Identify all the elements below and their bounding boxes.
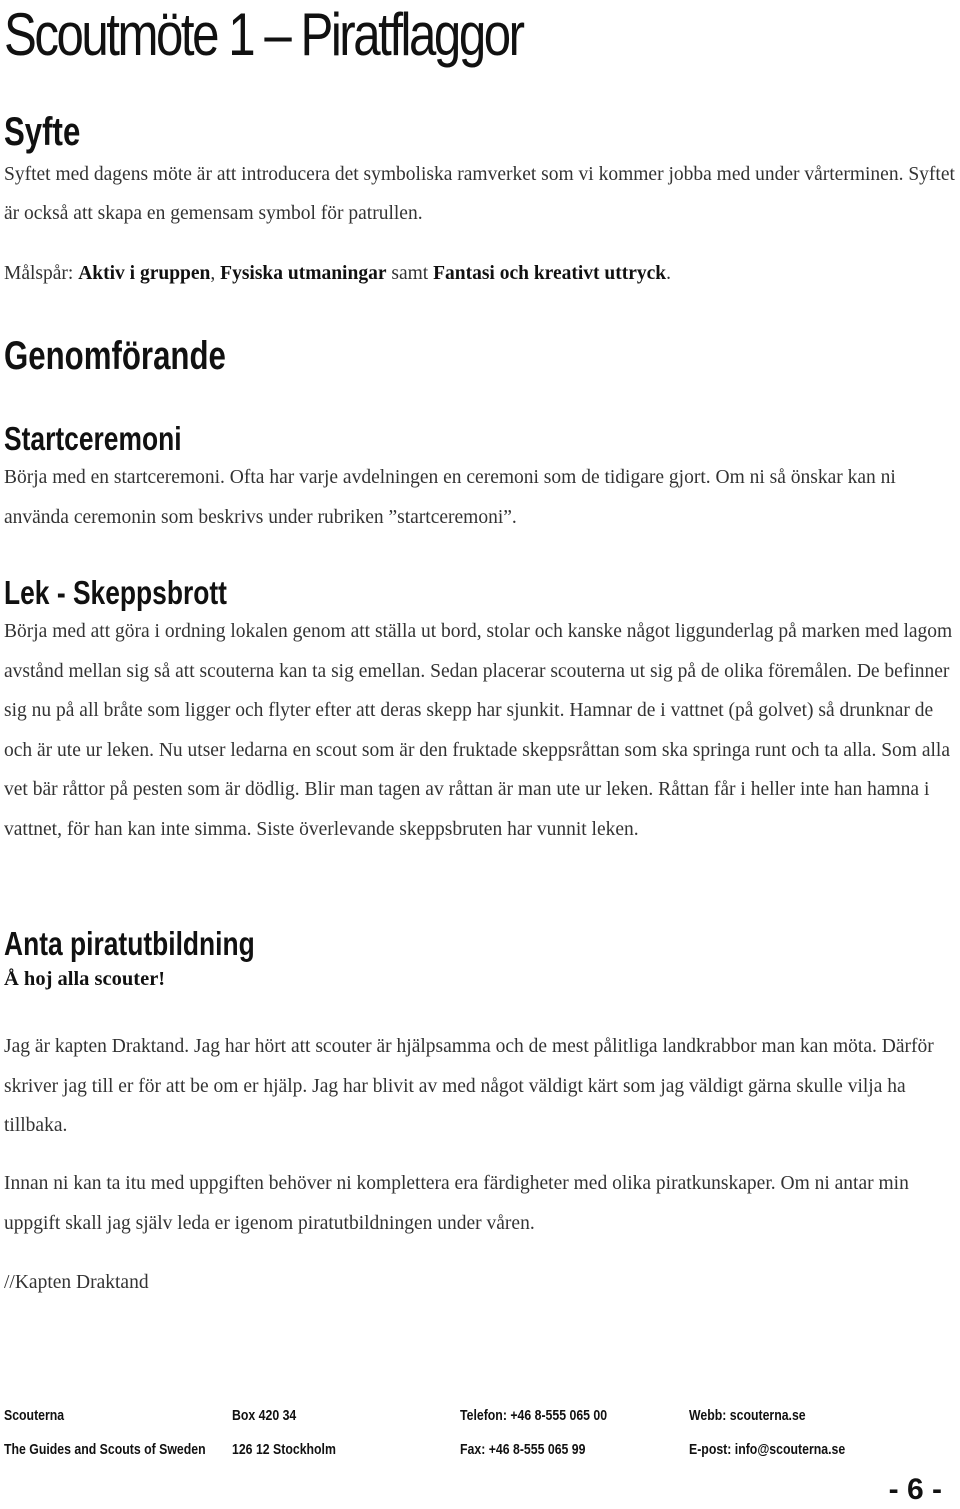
- heading-lek: Lek - Skeppsbrott: [4, 574, 227, 611]
- signature: //Kapten Draktand: [4, 1272, 149, 1293]
- footer-web[interactable]: Webb: scouterna.se: [689, 1407, 806, 1424]
- malspar-end: .: [666, 263, 672, 284]
- lek-section: [4, 612, 959, 849]
- heading-anta: Anta piratutbildning: [4, 925, 255, 962]
- malspar-aktiv: Aktiv i gruppen: [78, 263, 211, 284]
- anta-para2-block: [4, 1164, 959, 1243]
- lek-text: Börja med att göra i ordning lokalen genom att ställa ut bord, stolar och kanske något liggunderlag på marken med lagom avstånd mellan sig så att scouterna kan ta sig emellan. Sedan placerar scouterna ut sig på de olika föremålen. De befinner sig nu på all bråte som ligger och flyter efter att deras skepp har sjunkit. Hamnar de i vattnet (på golvet) så drunknar de och är ute ur leken. Nu utser ledarna en scout som är den fruktade skeppsråttan som ska springa runt och ta alla. Som alla vet bär råttor på pesten som är dödlig. Blir man tagen av råttan är man ute ur leken. Råttan får i heller inte han hamna i vattnet, för han kan inte simma. Siste överlevande skeppsbruten har vunnit leken.: [4, 621, 953, 840]
- anta-greeting-block: [4, 968, 959, 991]
- footer-org: Scouterna: [4, 1407, 65, 1424]
- footer-box: Box 420 34: [232, 1407, 297, 1424]
- malspar-prefix: Målspår:: [4, 263, 79, 284]
- malspar-separator-2: samt: [386, 263, 434, 284]
- malspar-line: [4, 254, 959, 293]
- page-number: - 6 -: [888, 1473, 942, 1506]
- anta-para1-block: [4, 1027, 959, 1146]
- startceremoni-section: [4, 458, 959, 537]
- signature-block: [4, 1272, 959, 1294]
- anta-para1: Jag är kapten Draktand. Jag har hört att scouter är hjälpsamma och de mest pålitliga landkrabbor man kan möta. Därför skriver jag till er för att be om er hjälp. Jag har blivit av med något väldigt kärt som jag väldigt gärna skulle vilja ha tillbaka.: [4, 1036, 934, 1136]
- footer-fax: Fax: +46 8-555 065 99: [460, 1441, 586, 1458]
- anta-para2: Innan ni kan ta itu med uppgiften behöver ni komplettera era färdigheter med olika piratkunskaper. Om ni antar min uppgift skall jag själv leda er igenom piratutbildningen under våren.: [4, 1173, 909, 1234]
- startceremoni-text: Börja med en startceremoni. Ofta har varje avdelningen en ceremoni som de tidigare gjort. Om ni så önskar kan ni använda ceremonin som beskrivs under rubriken ”startceremoni”.: [4, 467, 896, 528]
- syfte-text: Syftet med dagens möte är att introducera det symboliska ramverket som vi kommer jobba med under vårterminen. Syftet är också att skapa en gemensam symbol för patrullen.: [4, 164, 955, 224]
- page-title: Scoutmöte 1 – Piratflaggor: [4, 1, 523, 68]
- syfte-section: [4, 155, 959, 293]
- malspar-separator-1: ,: [210, 263, 221, 284]
- heading-startceremoni: Startceremoni: [4, 420, 182, 457]
- anta-greeting: Å hoj alla scouter!: [4, 968, 166, 990]
- heading-genomforande: Genomförande: [4, 334, 226, 378]
- malspar-fysiska: Fysiska utmaningar: [220, 263, 387, 284]
- malspar-fantasi: Fantasi och kreativt uttryck: [433, 263, 667, 284]
- footer-email[interactable]: E-post: info@scouterna.se: [689, 1441, 846, 1458]
- footer-phone: Telefon: +46 8-555 065 00: [460, 1407, 608, 1424]
- footer-city: 126 12 Stockholm: [232, 1441, 336, 1458]
- heading-syfte: Syfte: [4, 110, 81, 154]
- footer-org-en: The Guides and Scouts of Sweden: [4, 1441, 206, 1458]
